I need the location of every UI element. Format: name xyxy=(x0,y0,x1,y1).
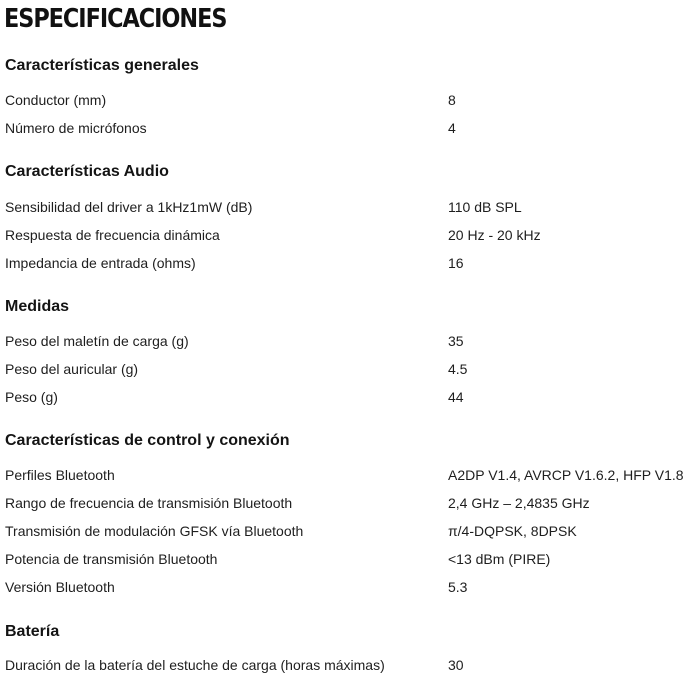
spec-label: Potencia de transmisión Bluetooth xyxy=(5,551,218,567)
spec-value: π/4-DQPSK, 8DPSK xyxy=(448,523,577,539)
spec-value: 35 xyxy=(448,333,464,349)
spec-label: Sensibilidad del driver a 1kHz1mW (dB) xyxy=(5,199,253,215)
spec-value: 4 xyxy=(448,120,456,136)
spec-value: 16 xyxy=(448,255,464,271)
section-heading-general: Características generales xyxy=(5,57,199,74)
spec-label: Duración de la batería del estuche de carga (horas máximas) xyxy=(5,657,385,673)
spec-value: 110 dB SPL xyxy=(448,199,522,215)
spec-label: Número de micrófonos xyxy=(5,120,147,136)
spec-value: A2DP V1.4, AVRCP V1.6.2, HFP V1.8 xyxy=(448,467,684,483)
spec-value: 20 Hz - 20 kHz xyxy=(448,227,541,243)
section-heading-audio: Características Audio xyxy=(5,163,169,180)
section-heading-medidas: Medidas xyxy=(5,298,70,315)
spec-label: Versión Bluetooth xyxy=(5,579,115,595)
page-title: ESPECIFICACIONES xyxy=(4,4,227,34)
spec-label: Conductor (mm) xyxy=(5,92,107,108)
section-heading-bateria: Batería xyxy=(5,623,60,640)
spec-label: Perfiles Bluetooth xyxy=(5,467,115,483)
section-heading-control: Características de control y conexión xyxy=(5,432,290,449)
spec-label: Peso del maletín de carga (g) xyxy=(5,333,189,349)
spec-label: Respuesta de frecuencia dinámica xyxy=(5,227,220,243)
spec-value: 44 xyxy=(448,389,464,405)
spec-label: Rango de frecuencia de transmisión Bluetooth xyxy=(5,495,293,511)
spec-label: Transmisión de modulación GFSK vía Bluetooth xyxy=(5,523,304,539)
spec-value: 30 xyxy=(448,657,464,673)
spec-value: 5.3 xyxy=(448,579,468,595)
spec-value: <13 dBm (PIRE) xyxy=(448,551,551,567)
spec-value: 2,4 GHz – 2,4835 GHz xyxy=(448,495,590,511)
spec-label: Peso (g) xyxy=(5,389,58,405)
spec-label: Impedancia de entrada (ohms) xyxy=(5,255,196,271)
spec-label: Peso del auricular (g) xyxy=(5,361,139,377)
spec-value: 4.5 xyxy=(448,361,468,377)
spec-value: 8 xyxy=(448,92,456,108)
